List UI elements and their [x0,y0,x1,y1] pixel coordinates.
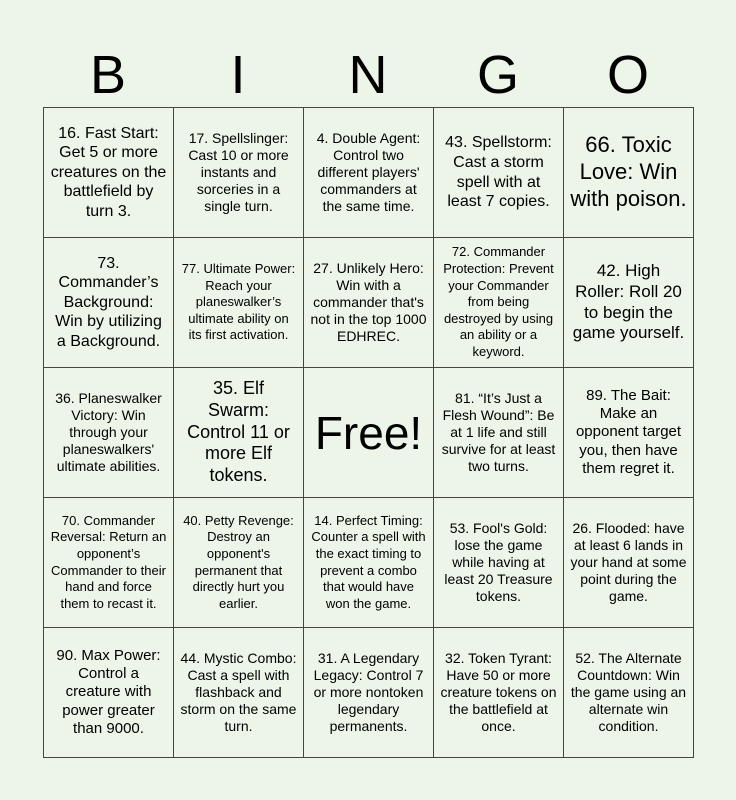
bingo-cell[interactable]: 27. Unlikely Hero: Win with a commander that's not in the top 1000 EDHREC. [304,238,434,368]
bingo-cell[interactable]: 16. Fast Start: Get 5 or more creatures on the battlefield by turn 3. [44,108,174,238]
bingo-cell[interactable]: 31. A Legendary Legacy: Control 7 or more nontoken legendary permanents. [304,628,434,758]
bingo-cell[interactable]: 89. The Bait: Make an opponent target you, then have them regret it. [564,368,694,498]
bingo-cell[interactable]: 70. Commander Reversal: Return an opponent’s Commander to their hand and force them to recast it. [44,498,174,628]
bingo-cell[interactable]: 66. Toxic Love: Win with poison. [564,108,694,238]
bingo-cell[interactable]: 53. Fool's Gold: lose the game while having at least 20 Treasure tokens. [434,498,564,628]
header-letter-o: O [606,45,649,105]
bingo-cell[interactable]: 90. Max Power: Control a creature with power greater than 9000. [44,628,174,758]
bingo-cell[interactable]: 42. High Roller: Roll 20 to begin the game yourself. [564,238,694,368]
bingo-cell[interactable]: 43. Spellstorm: Cast a storm spell with at least 7 copies. [434,108,564,238]
board-row-4 [44,498,694,628]
bingo-header [43,44,693,106]
bingo-cell[interactable]: 44. Mystic Combo: Cast a spell with flashback and storm on the same turn. [174,628,304,758]
bingo-cell[interactable]: 32. Token Tyrant: Have 50 or more creature tokens on the battlefield at once. [434,628,564,758]
bingo-cell[interactable]: 26. Flooded: have at least 6 lands in your hand at some point during the game. [564,498,694,628]
board-row-1 [44,108,694,238]
bingo-cell[interactable]: 36. Planeswalker Victory: Win through your planeswalkers' ultimate abilities. [44,368,174,498]
bingo-cell[interactable]: 14. Perfect Timing: Counter a spell with the exact timing to prevent a combo that would have won the game. [304,498,434,628]
bingo-cell[interactable]: 35. Elf Swarm: Control 11 or more Elf tokens. [174,368,304,498]
bingo-cell[interactable]: 77. Ultimate Power: Reach your planeswalker’s ultimate ability on its first activation. [174,238,304,368]
header-letter-g: G [476,45,519,105]
free-space-cell[interactable]: Free! [304,368,434,498]
header-letter-b: B [89,45,127,105]
board-row-2 [44,238,694,368]
bingo-board [43,107,694,758]
bingo-cell[interactable]: 52. The Alternate Countdown: Win the game using an alternate win condition. [564,628,694,758]
bingo-cell[interactable]: 81. “It’s Just a Flesh Wound”: Be at 1 life and still survive for at least two turns. [434,368,564,498]
bingo-cell[interactable]: 72. Commander Protection: Prevent your Commander from being destroyed by using an ability or a keyword. [434,238,564,368]
header-letter-n: N [348,45,388,105]
bingo-cell[interactable]: 40. Petty Revenge: Destroy an opponent's permanent that directly hurt you earlier. [174,498,304,628]
header-letter-i: I [230,45,246,105]
bingo-cell[interactable]: 73. Commander’s Background: Win by utilizing a Background. [44,238,174,368]
board-row-5 [44,628,694,758]
bingo-cell[interactable]: 17. Spellslinger: Cast 10 or more instants and sorceries in a single turn. [174,108,304,238]
board-row-3 [44,368,694,498]
bingo-cell[interactable]: 4. Double Agent: Control two different players' commanders at the same time. [304,108,434,238]
